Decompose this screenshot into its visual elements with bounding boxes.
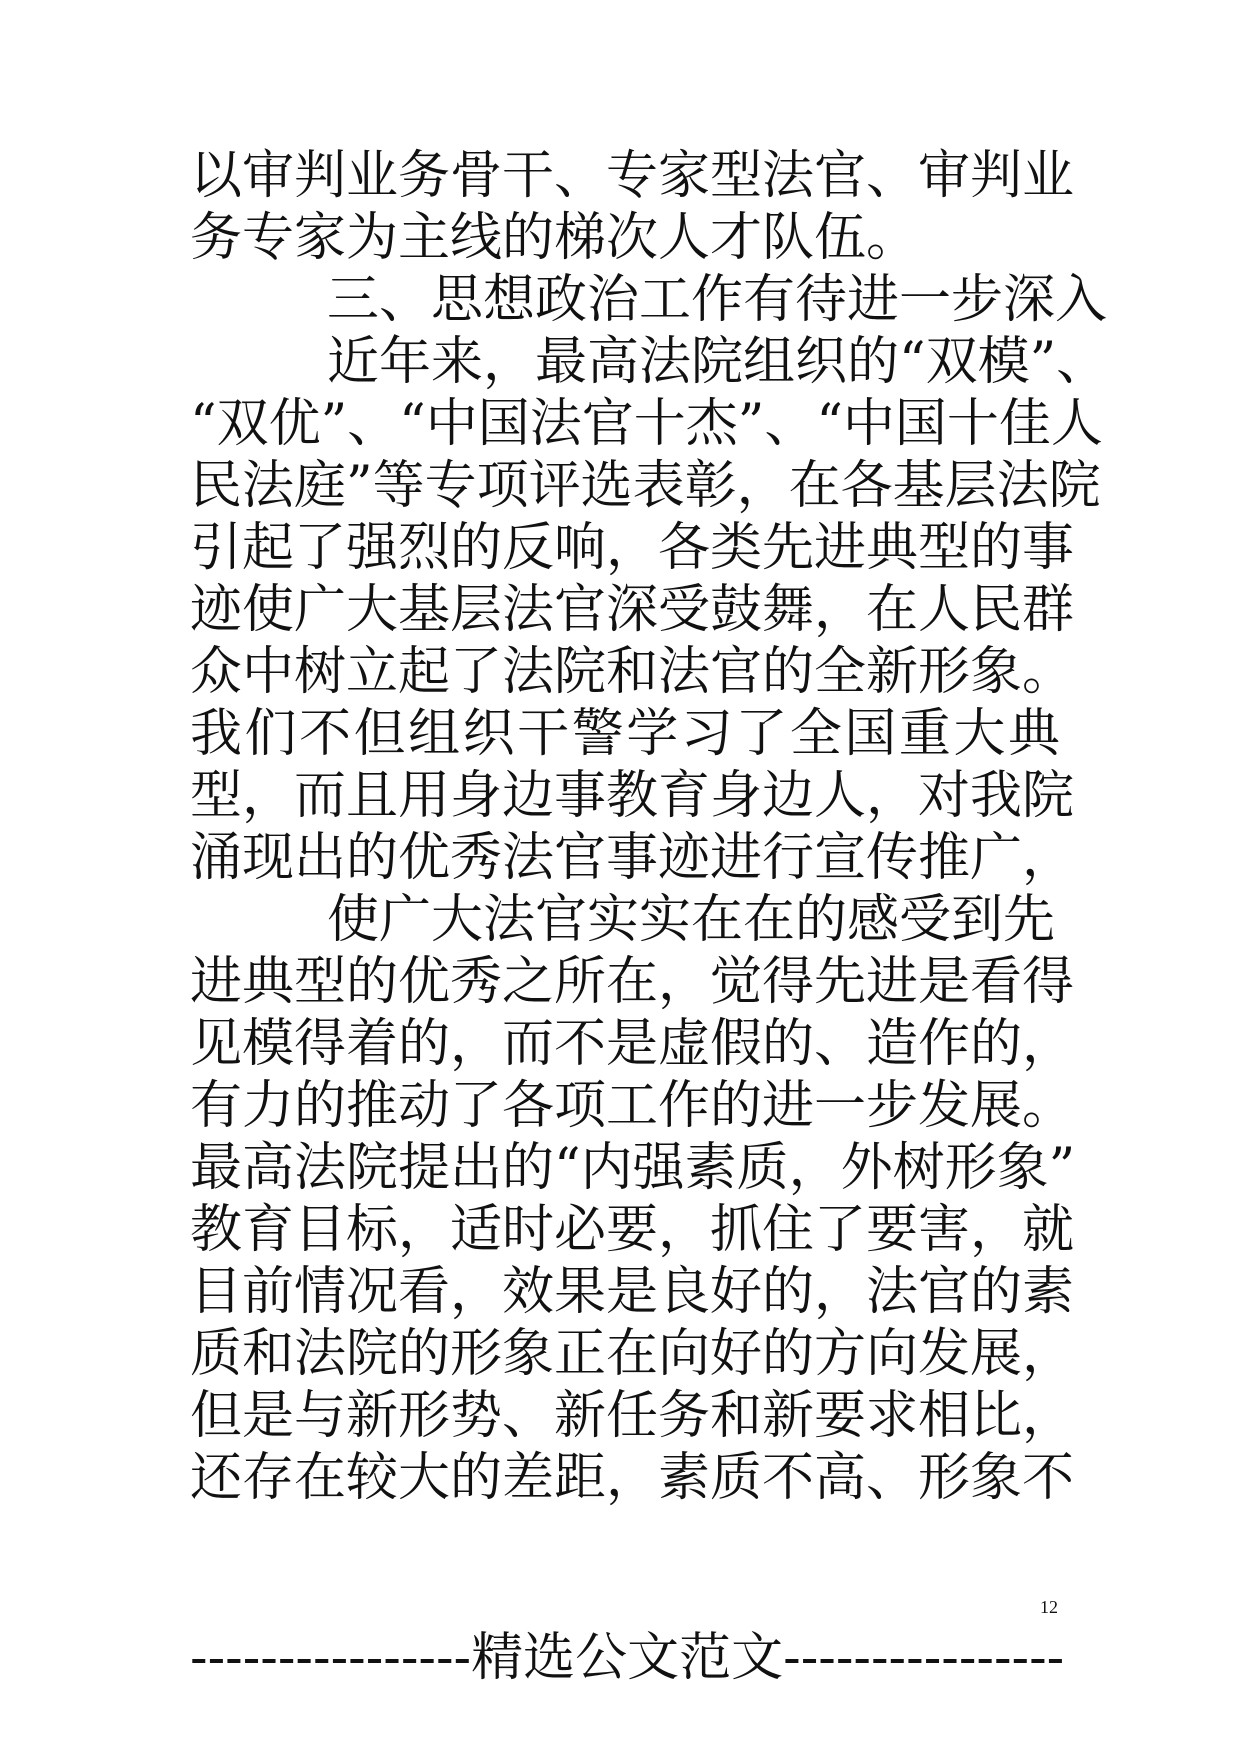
body-line: 最高法院提出的“内强素质，外树形象” bbox=[190, 1138, 1076, 1198]
body-line: 但是与新形势、新任务和新要求相比， bbox=[190, 1386, 1075, 1446]
footer-label: ----------------精选公文范文---------------- bbox=[190, 1628, 1065, 1688]
body-line: 还存在较大的差距，素质不高、形象不 bbox=[190, 1448, 1075, 1508]
body-line: 务专家为主线的梯次人才队伍。 bbox=[190, 208, 919, 268]
body-line: 引起了强烈的反响，各类先进典型的事 bbox=[190, 518, 1075, 578]
body-line: 涌现出的优秀法官事迹进行宣传推广， bbox=[190, 828, 1075, 888]
body-line: 以审判业务骨干、专家型法官、审判业 bbox=[190, 146, 1075, 206]
body-line: 目前情况看，效果是良好的，法官的素 bbox=[190, 1262, 1075, 1322]
body-line: 进典型的优秀之所在，觉得先进是看得 bbox=[190, 952, 1075, 1012]
body-line: 迹使广大基层法官深受鼓舞，在人民群 bbox=[190, 580, 1075, 640]
body-line: 见模得着的，而不是虚假的、造作的， bbox=[190, 1014, 1075, 1074]
page-number: 12 bbox=[1040, 1597, 1058, 1617]
body-line: 民法庭”等专项评选表彰，在各基层法院 bbox=[190, 456, 1101, 516]
paragraph-first-line: 使广大法官实实在在的感受到先 bbox=[327, 890, 1056, 950]
body-line: 有力的推动了各项工作的进一步发展。 bbox=[190, 1076, 1075, 1136]
section-heading: 三、思想政治工作有待进一步深入 bbox=[327, 270, 1108, 330]
body-line: 教育目标，适时必要，抓住了要害，就 bbox=[190, 1200, 1075, 1260]
body-line: “双优”、“中国法官十杰”、“中国十佳人 bbox=[190, 394, 1103, 454]
body-line: 型，而且用身边事教育身边人，对我院 bbox=[190, 766, 1075, 826]
paragraph-first-line: 近年来，最高法院组织的“双模”、 bbox=[327, 332, 1109, 392]
body-line: 众中树立起了法院和法官的全新形象。 bbox=[190, 642, 1075, 702]
body-line: 质和法院的形象正在向好的方向发展， bbox=[190, 1324, 1075, 1384]
body-line: 我们不但组织干警学习了全国重大典 bbox=[190, 704, 1060, 764]
